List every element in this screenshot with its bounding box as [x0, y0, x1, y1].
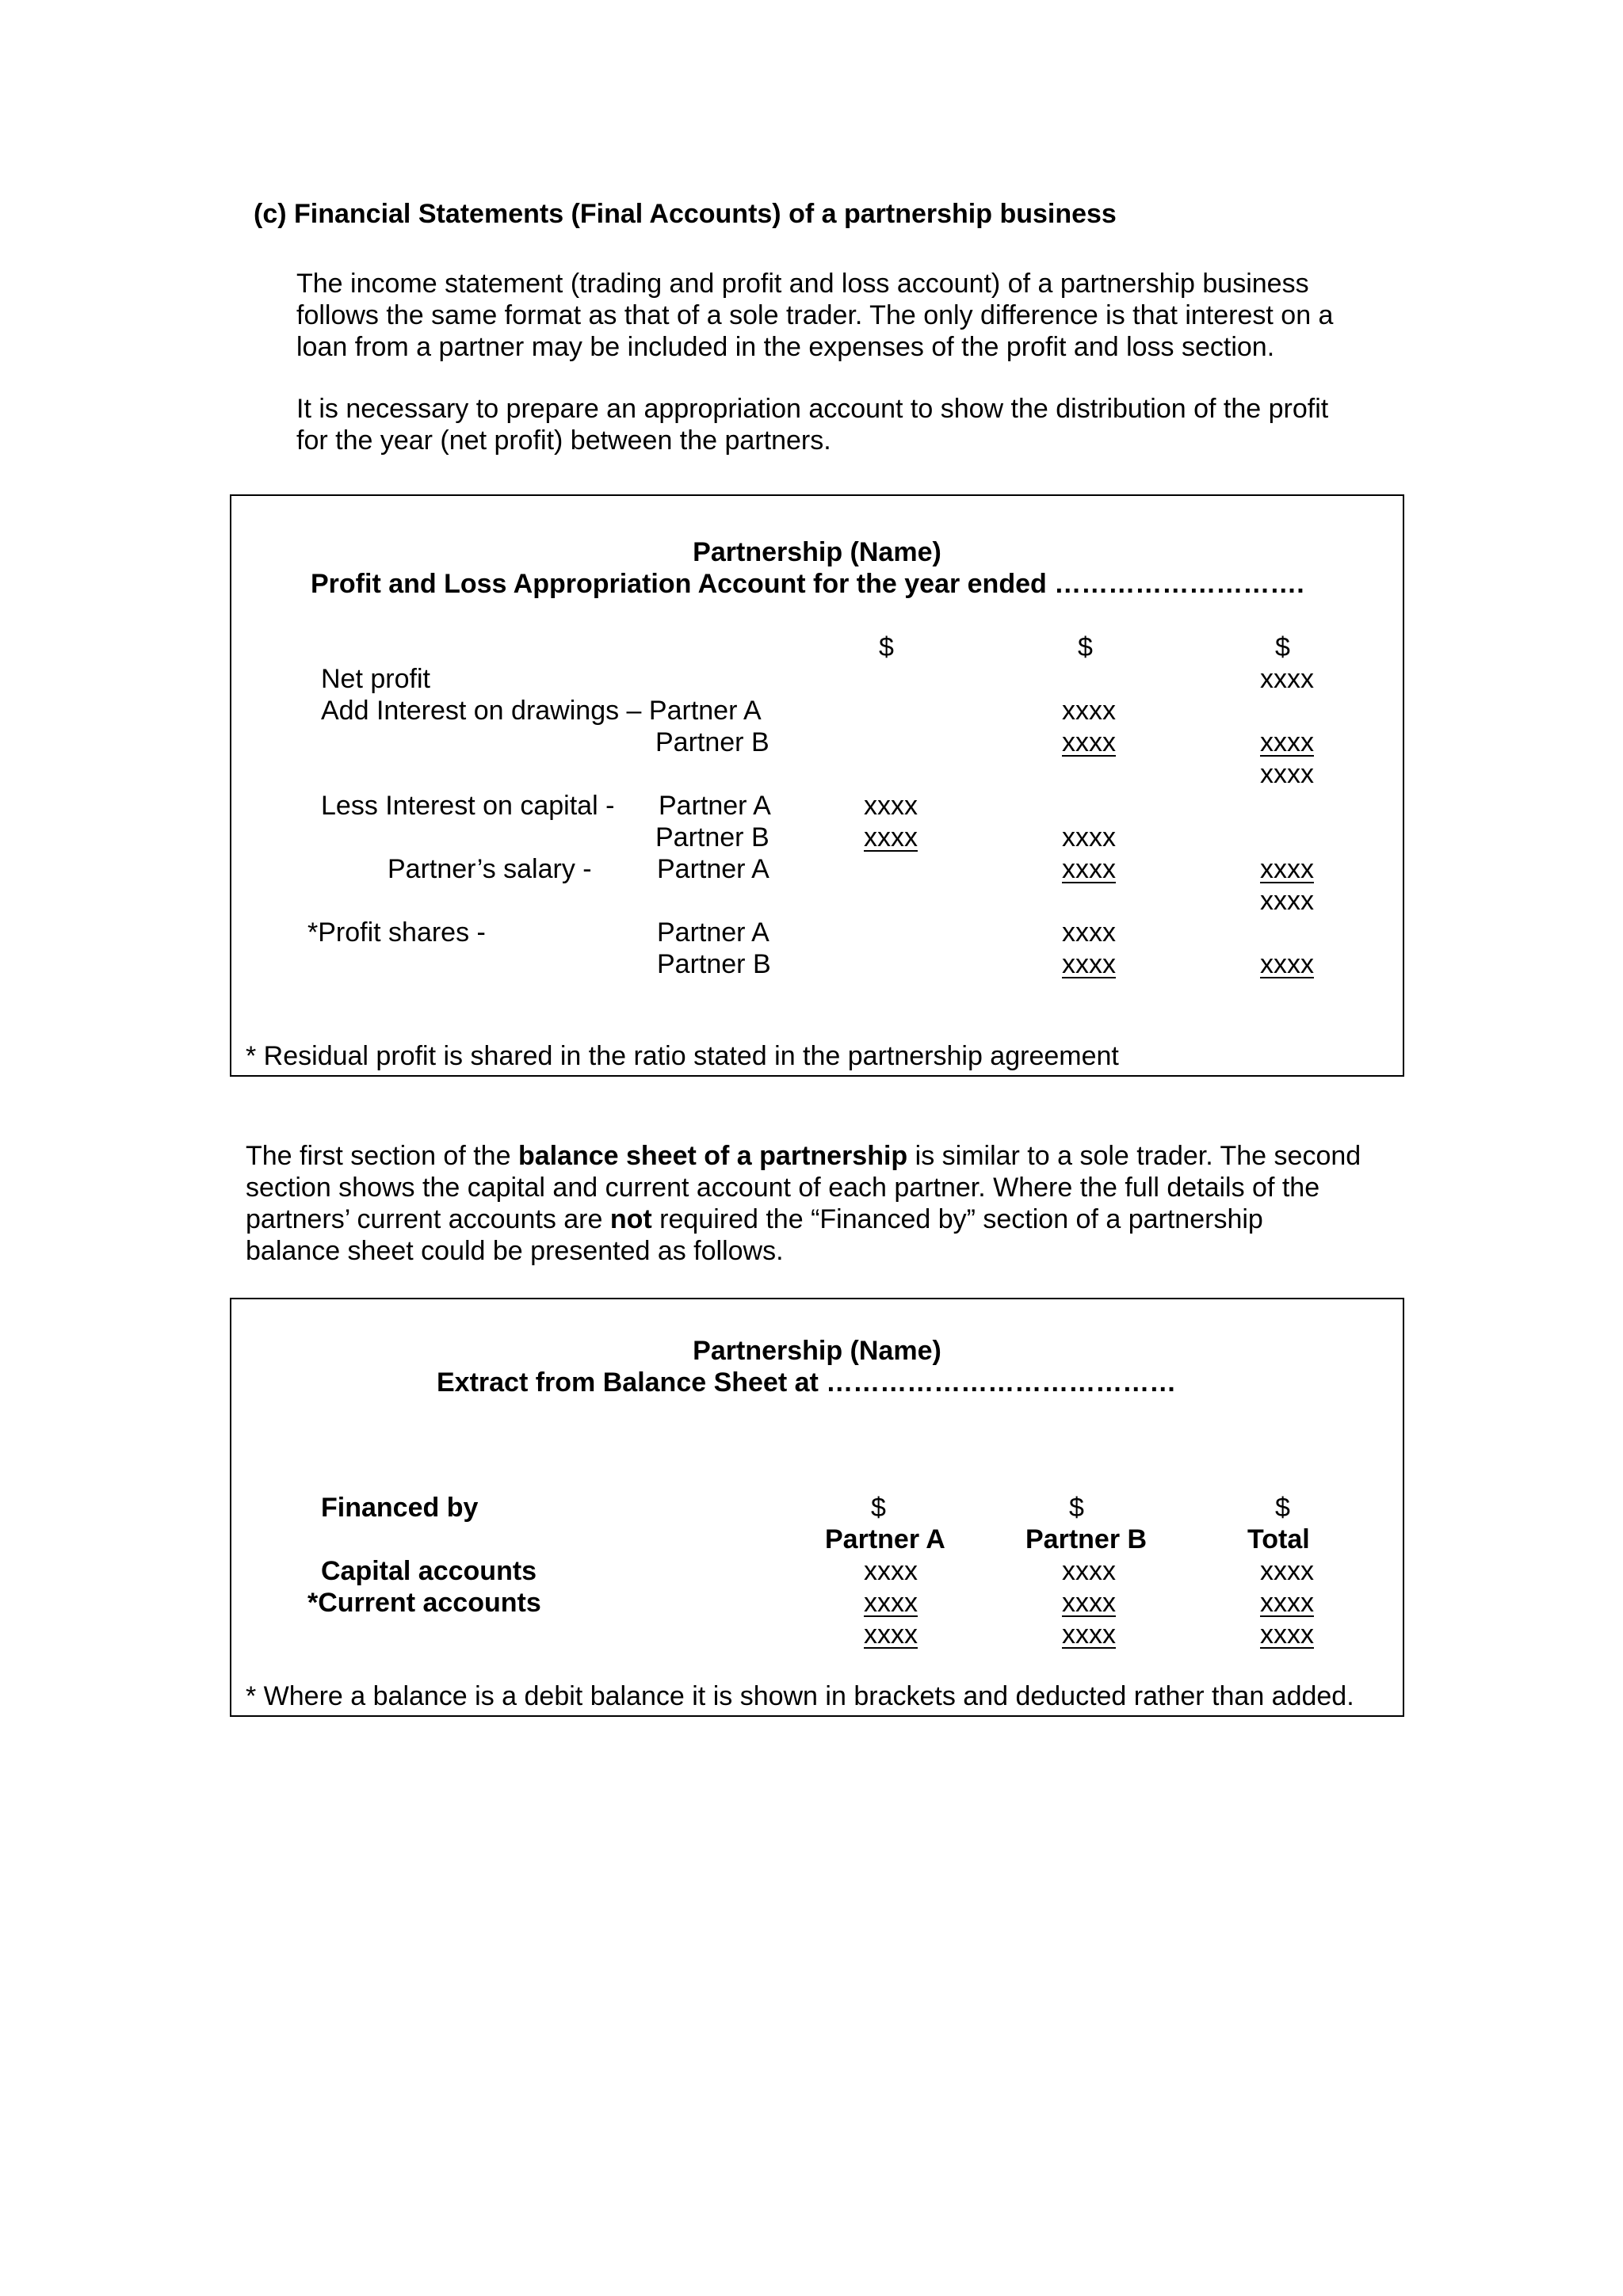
amount-cell: xxxx: [1260, 1556, 1314, 1586]
amount-cell: xxxx: [1062, 1556, 1116, 1586]
partner-b-label: Partner B: [655, 822, 769, 852]
partner-a-label: Partner A: [657, 917, 769, 948]
currency-header-col3: $: [1275, 632, 1290, 662]
amount-cell: xxxx: [1062, 917, 1116, 948]
partner-salary-label: Partner’s salary -: [388, 854, 592, 884]
amount-cell: xxxx: [1062, 696, 1116, 726]
currency-header-partner-a: $: [871, 1493, 886, 1523]
amount-cell-underlined: xxxx: [864, 1619, 918, 1650]
amount-cell: xxxx: [1260, 664, 1314, 694]
text-line: section shows the capital and current account of each partner. Where the full details of the: [246, 1173, 1320, 1203]
text-line: follows the same format as that of a sole trader. The only difference is that interest on a: [296, 300, 1334, 330]
currency-header-partner-b: $: [1069, 1493, 1084, 1523]
text-line: The first section of the balance sheet of a partnership is similar to a sole trader. The second: [246, 1141, 1361, 1171]
appropriation-footnote: * Residual profit is shared in the ratio stated in the partnership agreement: [246, 1041, 1119, 1071]
text-line: It is necessary to prepare an appropriation account to show the distribution of the profit: [296, 394, 1329, 424]
amount-cell: xxxx: [864, 1556, 918, 1586]
partner-b-label: Partner B: [655, 727, 769, 757]
interest-on-drawings-label: Add Interest on drawings – Partner A: [321, 696, 762, 726]
text-line: balance sheet could be presented as follows.: [246, 1236, 784, 1266]
column-header-partner-b: Partner B: [1025, 1524, 1148, 1554]
currency-header-col1: $: [879, 632, 894, 662]
balance-sheet-footnote: * Where a balance is a debit balance it is shown in brackets and deducted rather than added.: [246, 1681, 1354, 1711]
text-line: The income statement (trading and profit and loss account) of a partnership business: [296, 269, 1309, 299]
section-heading: (c) Financial Statements (Final Accounts) of a partnership business: [254, 199, 1117, 229]
capital-accounts-label: Capital accounts: [321, 1556, 537, 1586]
amount-cell-underlined: xxxx: [1260, 1588, 1314, 1618]
partner-a-label: Partner A: [659, 791, 771, 821]
amount-cell-underlined: xxxx: [1260, 949, 1314, 979]
amount-cell: xxxx: [1260, 886, 1314, 916]
net-profit-label: Net profit: [321, 664, 430, 694]
text-line: loan from a partner may be included in the expenses of the profit and loss section.: [296, 332, 1275, 362]
current-accounts-label: *Current accounts: [307, 1588, 541, 1618]
text-line: partners’ current accounts are not required the “Financed by” section of a partnership: [246, 1204, 1263, 1234]
appropriation-subtitle: Profit and Loss Appropriation Account for the year ended ……………………….: [311, 569, 1304, 599]
partner-b-label: Partner B: [657, 949, 771, 979]
amount-cell-underlined: xxxx: [1062, 1619, 1116, 1650]
amount-cell-underlined: xxxx: [1260, 1619, 1314, 1650]
amount-cell: xxxx: [1260, 759, 1314, 789]
amount-cell: xxxx: [864, 791, 918, 821]
profit-shares-label: *Profit shares -: [307, 917, 486, 948]
amount-cell: xxxx: [1062, 822, 1116, 852]
currency-header-col2: $: [1078, 632, 1093, 662]
amount-cell-underlined: xxxx: [1062, 727, 1116, 757]
column-header-total: Total: [1247, 1524, 1310, 1554]
amount-cell-underlined: xxxx: [1062, 949, 1116, 979]
balance-sheet-subtitle: Extract from Balance Sheet at …………………………………: [437, 1367, 1177, 1398]
text-line: for the year (net profit) between the partners.: [296, 425, 831, 456]
balance-sheet-title: Partnership (Name): [693, 1336, 941, 1366]
amount-cell-underlined: xxxx: [1062, 854, 1116, 884]
amount-cell-underlined: xxxx: [864, 1588, 918, 1618]
appropriation-title: Partnership (Name): [693, 537, 941, 567]
amount-cell-underlined: xxxx: [1260, 854, 1314, 884]
interest-on-capital-label: Less Interest on capital -: [321, 791, 615, 821]
amount-cell-underlined: xxxx: [1062, 1588, 1116, 1618]
amount-cell-underlined: xxxx: [864, 822, 918, 852]
partner-a-label: Partner A: [657, 854, 769, 884]
financed-by-label: Financed by: [321, 1493, 479, 1523]
column-header-partner-a: Partner A: [825, 1524, 945, 1554]
currency-header-total: $: [1275, 1493, 1290, 1523]
amount-cell-underlined: xxxx: [1260, 727, 1314, 757]
